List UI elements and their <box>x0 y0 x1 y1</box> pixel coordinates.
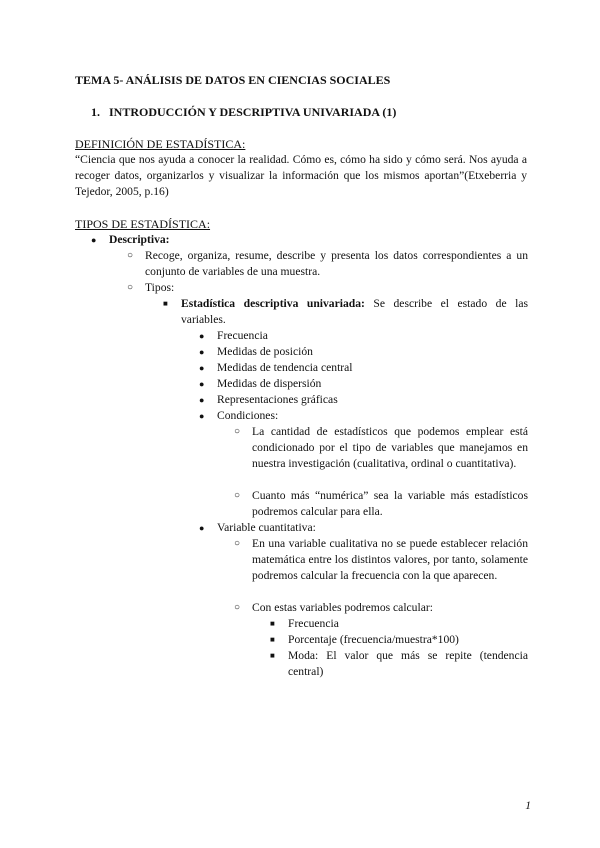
list-item-cuantitativa <box>234 600 528 616</box>
bullet-circle-icon: ○ <box>127 250 134 261</box>
bullet-dot-icon: ● <box>199 347 205 357</box>
types-heading: TIPOS DE ESTADÍSTICA: <box>75 217 211 231</box>
definition-heading: DEFINICIÓN DE ESTADÍSTICA: <box>75 137 246 151</box>
list-item-tipos <box>127 280 528 296</box>
list-item-condicion <box>234 488 528 520</box>
definition-quote: “Ciencia que nos ayuda a conocer la realidad. Cómo es, cómo ha sido y cómo será. Nos ayuda a recoger datos, organizarlos y visualizar la información que los mismos aportan”(Etxeberria y Tejedor, 2005, p.16) <box>75 153 527 198</box>
section-number: 1. <box>91 105 100 119</box>
list-item-calcular <box>270 648 528 680</box>
list-item-cuantitativa <box>234 536 528 584</box>
list-item <box>199 344 528 360</box>
calcular-text: Porcentaje (frecuencia/muestra*100) <box>288 633 459 646</box>
item-representaciones: Representaciones gráficas <box>217 393 338 406</box>
calcular-text: Moda: El valor que más se repite (tendencia central) <box>288 649 528 678</box>
list-item-calcular <box>270 632 528 648</box>
bullet-dot-icon: ● <box>199 331 205 341</box>
page-number: 1 <box>525 800 531 812</box>
bullet-dot-icon: ● <box>91 235 97 245</box>
list-item-univariada <box>163 296 528 328</box>
section-title: INTRODUCCIÓN Y DESCRIPTIVA UNIVARIADA (1) <box>109 105 397 119</box>
list-item <box>199 376 528 392</box>
list-item-descriptiva <box>91 232 531 248</box>
item-medidas-posicion: Medidas de posición <box>217 345 313 358</box>
list-item <box>199 328 528 344</box>
item-condiciones: Condiciones: <box>217 409 279 422</box>
bullet-circle-icon: ○ <box>127 282 134 293</box>
list-item-descriptiva-text <box>127 248 528 280</box>
descriptiva-label: Descriptiva: <box>109 233 170 246</box>
univariada-desc: Se describe el estado de las variables. <box>181 297 528 326</box>
tipos-label: Tipos: <box>145 281 175 294</box>
bullet-circle-icon: ○ <box>234 538 241 549</box>
list-item <box>199 520 528 536</box>
list-item-calcular <box>270 616 528 632</box>
bullet-dot-icon: ● <box>199 363 205 373</box>
item-frecuencia: Frecuencia <box>217 329 268 342</box>
cuantitativa-text: Con estas variables podremos calcular: <box>252 601 433 614</box>
univariada-bold: Estadística descriptiva univariada: <box>181 297 365 310</box>
document-title: TEMA 5- ANÁLISIS DE DATOS EN CIENCIAS SOCIALES <box>75 73 391 87</box>
condicion-text: Cuanto más “numérica” sea la variable más estadísticos podremos calcular para ella. <box>252 489 528 518</box>
bullet-square-icon: ■ <box>270 651 275 660</box>
univariada-text <box>181 296 528 328</box>
bullet-dot-icon: ● <box>199 379 205 389</box>
bullet-square-icon: ■ <box>270 619 275 628</box>
bullet-square-icon: ■ <box>163 299 168 308</box>
bullet-dot-icon: ● <box>199 523 205 533</box>
item-tendencia-central: Medidas de tendencia central <box>217 361 353 374</box>
bullet-circle-icon: ○ <box>234 490 241 501</box>
bullet-dot-icon: ● <box>199 411 205 421</box>
list-item <box>199 408 528 424</box>
descriptiva-text: Recoge, organiza, resume, describe y presenta los datos correspondientes a un conjunto de variables de una muestra. <box>145 249 528 278</box>
bullet-dot-icon: ● <box>199 395 205 405</box>
list-item-condicion <box>234 424 528 472</box>
item-dispersion: Medidas de dispersión <box>217 377 322 390</box>
cuantitativa-text: En una variable cualitativa no se puede establecer relación matemática entre los distintos valores, por tanto, solamente podremos calcular la frecuencia con la que aparecen. <box>252 537 528 582</box>
list-item <box>199 392 528 408</box>
list-item <box>199 360 528 376</box>
item-variable-cuantitativa: Variable cuantitativa: <box>217 521 316 534</box>
calcular-text: Frecuencia <box>288 617 339 630</box>
bullet-circle-icon: ○ <box>234 602 241 613</box>
condicion-text: La cantidad de estadísticos que podemos emplear está condicionado por el tipo de variables que manejamos en nuestra investigación (cualitativa, ordinal o cuantitativa). <box>252 425 528 470</box>
bullet-square-icon: ■ <box>270 635 275 644</box>
bullet-circle-icon: ○ <box>234 426 241 437</box>
section-heading <box>91 104 531 120</box>
